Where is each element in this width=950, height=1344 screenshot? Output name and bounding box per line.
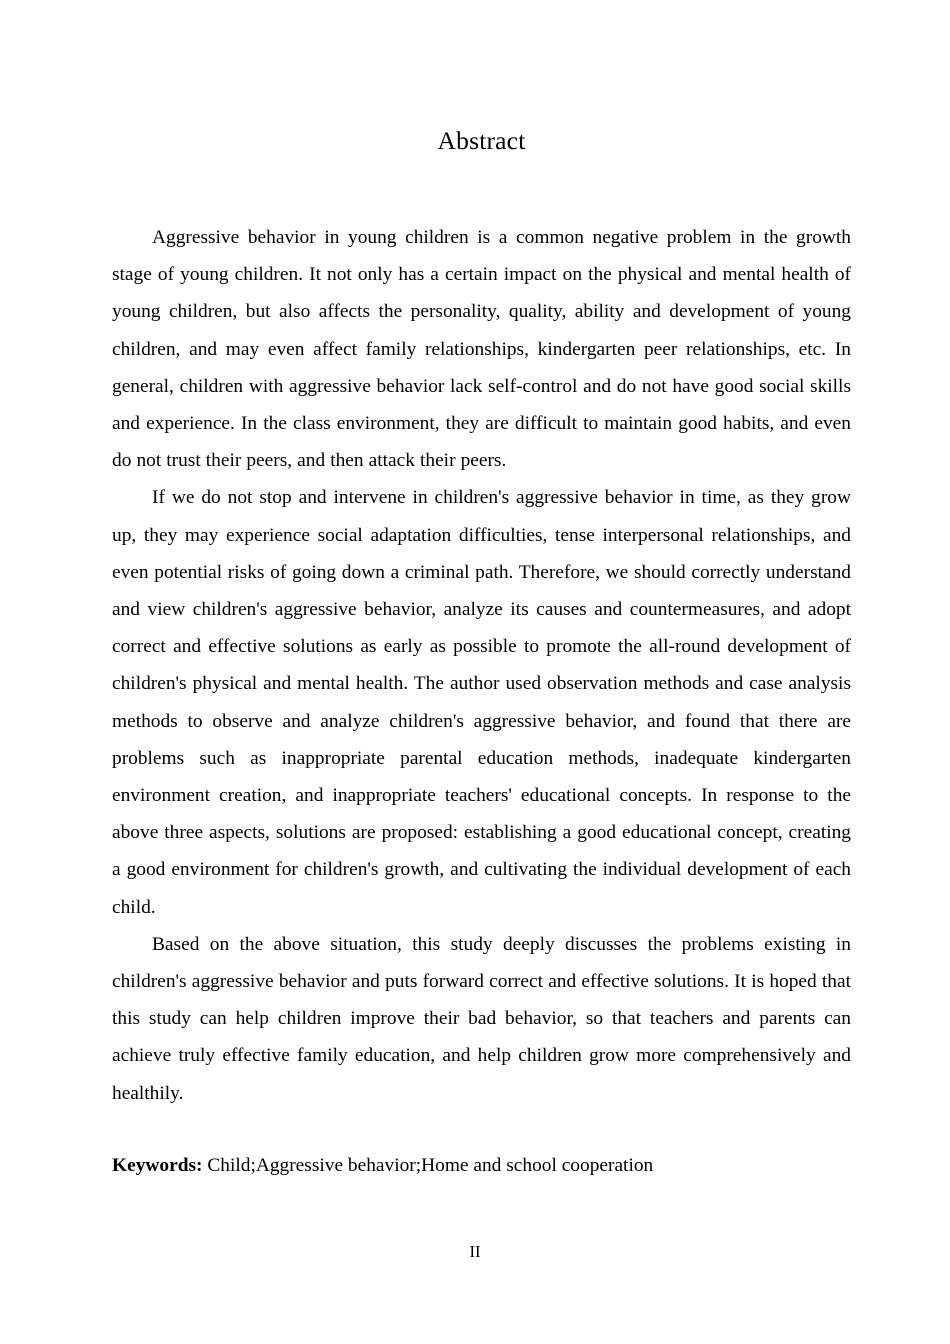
keywords-label: Keywords: — [112, 1154, 203, 1176]
abstract-paragraph-2: If we do not stop and intervene in children's aggressive behavior in time, as they grow up, they may experience social adaptation difficulties, tense interpersonal relationships, and even potential risks of going down a criminal path. Therefore, we should correctly understand and view children's aggressive behavior, analyze its causes and countermeasures, and adopt correct and effective solutions as early as possible to promote the all-round development of children's physical and mental health. The author used observation methods and case analysis methods to observe and analyze children's aggressive behavior, and found that there are problems such as inappropriate parental education methods, inadequate kindergarten environment creation, and inappropriate teachers' educational concepts. In response to the above three aspects, solutions are proposed: establishing a good educational concept, creating a good environment for children's growth, and cultivating the individual development of each child. — [112, 487, 851, 918]
abstract-body — [112, 219, 851, 1112]
abstract-paragraph-1: Aggressive behavior in young children is a common negative problem in the growth stage of young children. It not only has a certain impact on the physical and mental health of young children, but also affects the personality, quality, ability and development of young children, and may even affect family relationships, kindergarten peer relationships, etc. In general, children with aggressive behavior lack self-control and do not have good social skills and experience. In the class environment, they are difficult to maintain good habits, and even do not trust their peers, and then attack their peers. — [112, 227, 851, 472]
abstract-paragraph-3: Based on the above situation, this study deeply discusses the problems existing in children's aggressive behavior and puts forward correct and effective solutions. It is hoped that this study can help children improve their bad behavior, so that teachers and parents can achieve truly effective family education, and help children grow more comprehensively and healthily. — [112, 933, 851, 1104]
keywords-value: Child;Aggressive behavior;Home and school cooperation — [207, 1154, 654, 1176]
page-content — [112, 0, 851, 1184]
page-title: Abstract — [437, 126, 526, 155]
keywords-line — [112, 1147, 851, 1184]
page-number-footer: II — [469, 1242, 481, 1261]
